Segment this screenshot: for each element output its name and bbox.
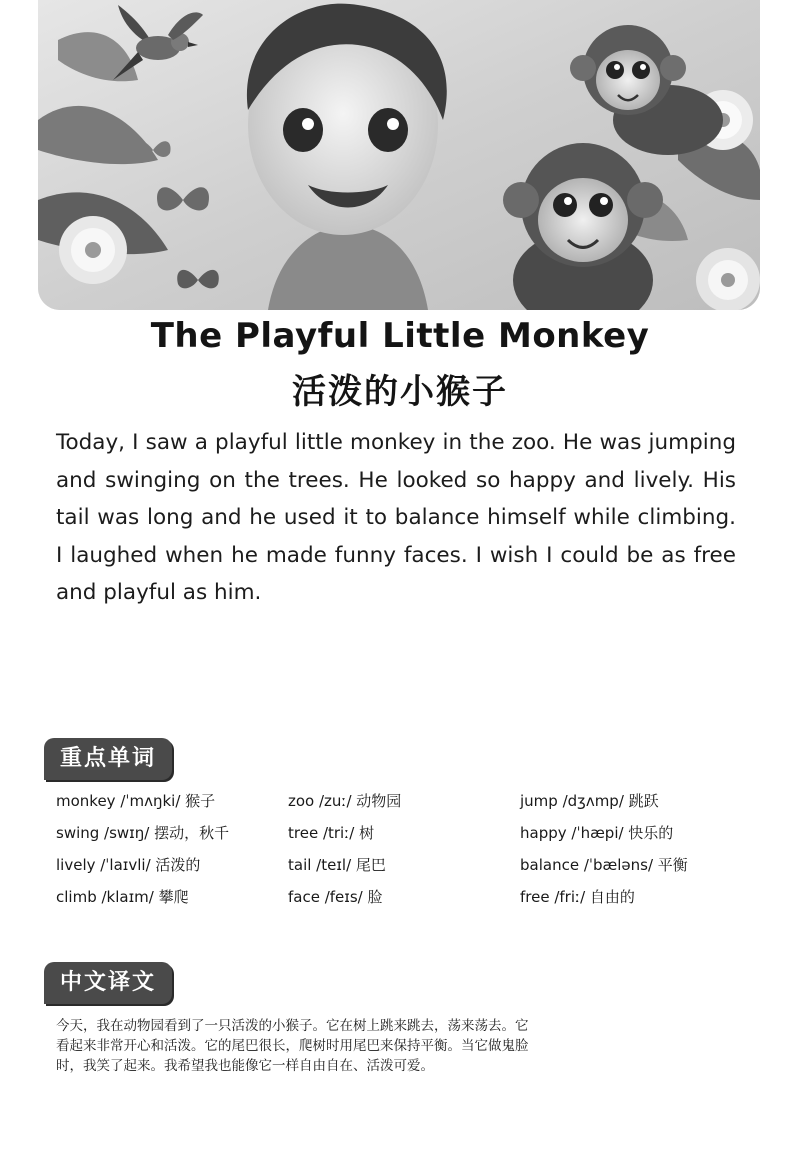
title-english: The Playful Little Monkey	[150, 316, 650, 356]
vocab-item-tail: tail /teɪl/ 尾巴	[288, 856, 386, 874]
vocab-item-happy: happy /ˈhæpi/ 快乐的	[520, 824, 674, 842]
hero-illustration	[38, 0, 760, 310]
vocab-item-zoo: zoo /zuː/ 动物园	[288, 792, 402, 810]
vocab-item-face: face /feɪs/ 脸	[288, 888, 383, 906]
vocab-item-balance: balance /ˈbæləns/ 平衡	[520, 856, 688, 874]
vocab-item-monkey: monkey /ˈmʌŋki/ 猴子	[56, 792, 216, 810]
vocab-item-lively: lively /ˈlaɪvli/ 活泼的	[56, 856, 201, 874]
translation-paragraph	[56, 1016, 636, 1076]
vocab-item-climb: climb /klaɪm/ 攀爬	[56, 888, 189, 906]
translation-heading: 中文译文	[44, 962, 172, 1004]
vocab-item-tree: tree /triː/ 树	[288, 824, 375, 842]
translation-line: 今天，我在动物园看到了一只活泼的小猴子。它在树上跳来跳去，荡来荡去。它	[56, 1018, 529, 1034]
vocabulary-heading: 重点单词	[44, 738, 172, 780]
vocab-item-swing: swing /swɪŋ/ 摆动，秋千	[56, 824, 230, 842]
title-chinese: 活泼的小猴子	[292, 372, 508, 412]
translation-line: 时，我笑了起来。我希望我也能像它一样自由自在、活泼可爱。	[56, 1058, 434, 1074]
vocab-item-jump: jump /dʒʌmp/ 跳跃	[520, 792, 659, 810]
vocab-item-free: free /friː/ 自由的	[520, 888, 635, 906]
story-paragraph: Today, I saw a playful little monkey in the zoo. He was jumping and swinging on the trees. He looked so happy and lively. His tail was long and he used it to balance himself while climbing. I laughed when he made funny faces. I wish I could be as free and playful as him.	[56, 430, 736, 605]
vocabulary-list	[56, 790, 756, 908]
translation-line: 看起来非常开心和活泼。它的尾巴很长，爬树时用尾巴来保持平衡。当它做鬼脸	[56, 1038, 529, 1054]
